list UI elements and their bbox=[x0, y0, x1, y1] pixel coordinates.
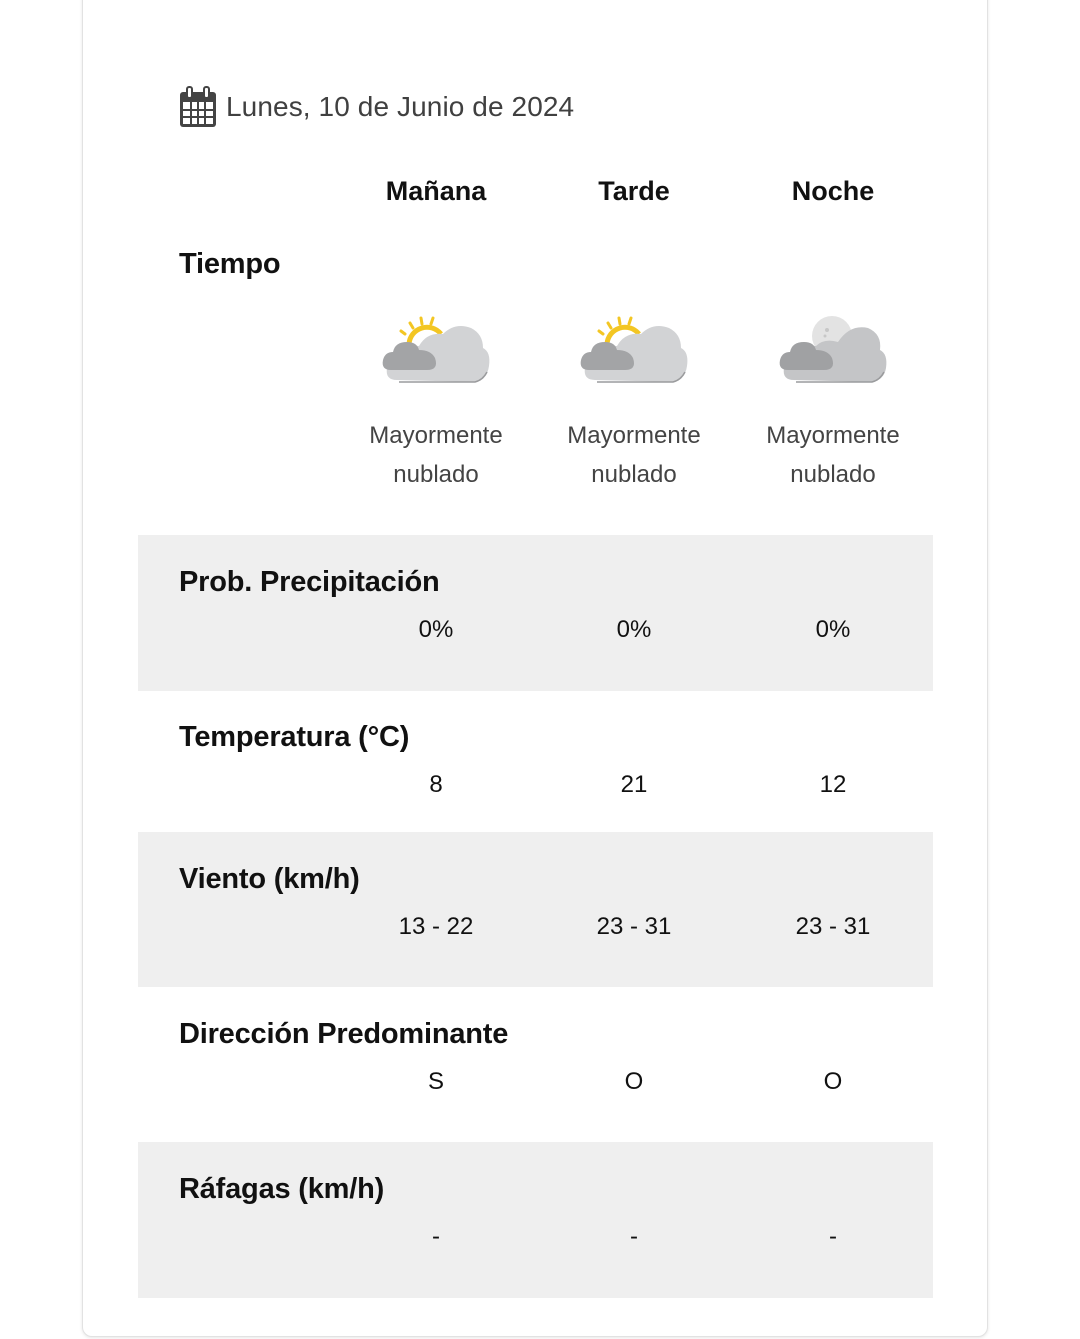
temperature-value: 21 bbox=[620, 771, 648, 798]
direction-value: O bbox=[823, 1068, 843, 1095]
precipitation-value: 0% bbox=[616, 616, 652, 643]
gusts-row bbox=[138, 1142, 933, 1298]
direction-label: Dirección Predominante bbox=[179, 1018, 509, 1050]
weather-description: Mayormente nublado bbox=[567, 422, 701, 488]
temperature-label: Temperatura (°C) bbox=[179, 721, 410, 753]
period-header-night: Noche bbox=[791, 176, 875, 206]
weather-description: Mayormente nublado bbox=[369, 422, 503, 488]
temperature-value: 12 bbox=[819, 771, 847, 798]
wind-label: Viento (km/h) bbox=[179, 863, 360, 895]
precipitation-label: Prob. Precipitación bbox=[179, 566, 440, 598]
wind-row bbox=[138, 832, 933, 987]
date-label: Lunes, 10 de Junio de 2024 bbox=[226, 91, 575, 122]
weather-label: Tiempo bbox=[179, 248, 281, 280]
wind-value: 23 - 31 bbox=[596, 913, 672, 940]
gusts-value: - bbox=[829, 1223, 837, 1250]
calendar-icon bbox=[179, 86, 217, 128]
gusts-value: - bbox=[630, 1223, 638, 1250]
temperature-value: 8 bbox=[429, 771, 443, 798]
gusts-value: - bbox=[432, 1223, 440, 1250]
weather-description: Mayormente nublado bbox=[766, 422, 900, 488]
direction-value: S bbox=[427, 1068, 444, 1095]
partly-cloudy-day-icon bbox=[336, 312, 536, 392]
precipitation-value: 0% bbox=[815, 616, 851, 643]
period-header-afternoon: Tarde bbox=[598, 176, 670, 206]
wind-value: 13 - 22 bbox=[398, 913, 474, 940]
precipitation-row bbox=[138, 535, 933, 691]
partly-cloudy-day-icon bbox=[534, 312, 734, 392]
direction-value: O bbox=[624, 1068, 644, 1095]
wind-value: 23 - 31 bbox=[795, 913, 871, 940]
date-header bbox=[179, 84, 574, 130]
partly-cloudy-night-icon bbox=[733, 312, 933, 392]
period-header-morning: Mañana bbox=[385, 176, 487, 206]
gusts-label: Ráfagas (km/h) bbox=[179, 1173, 385, 1205]
precipitation-value: 0% bbox=[418, 616, 454, 643]
